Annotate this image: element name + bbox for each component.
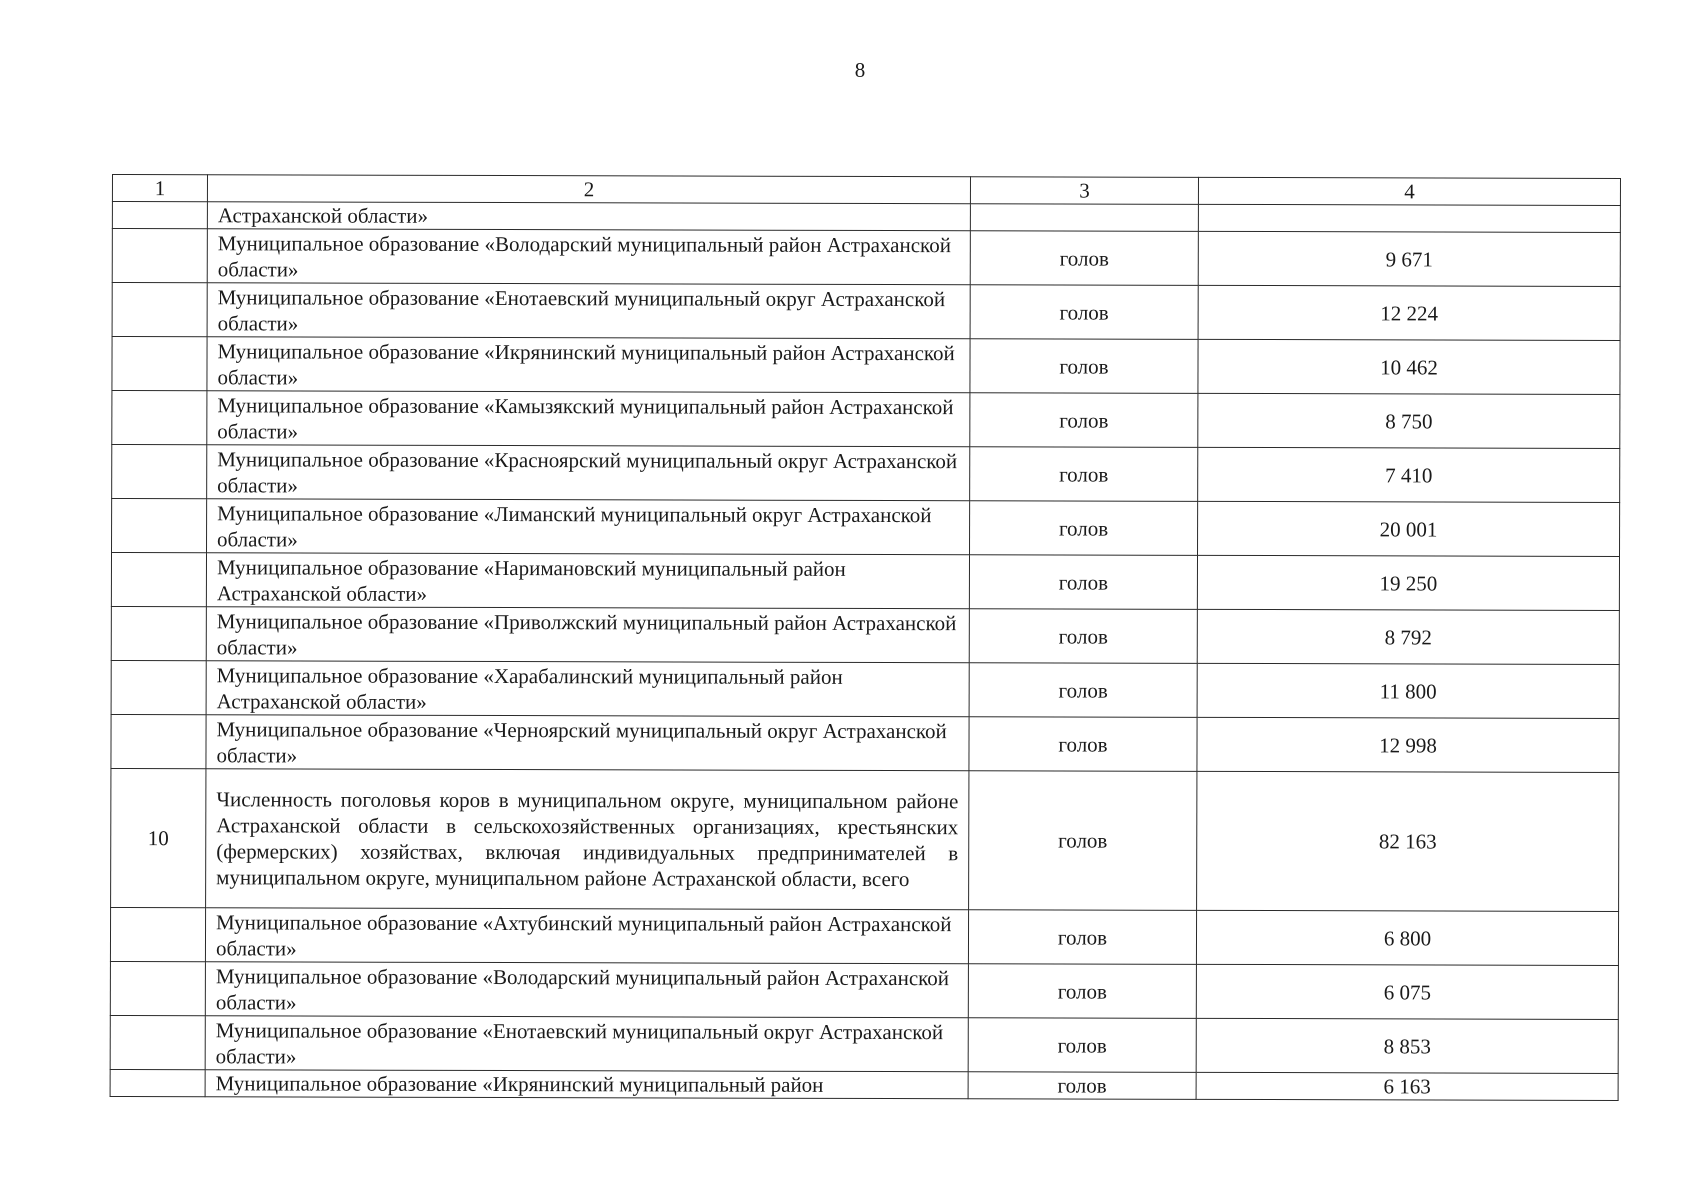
indicator-name: Муниципальное образование «Наримановский муниципальный район Астраханской области»	[206, 553, 969, 609]
unit-cell: голов	[970, 393, 1198, 448]
unit-cell: голов	[968, 1072, 1196, 1100]
value-cell: 12 224	[1198, 285, 1620, 340]
indicator-name: Муниципальное образование «Володарский муниципальный район Астраханской области»	[207, 229, 970, 285]
row-number	[110, 961, 205, 1015]
row-number	[112, 391, 207, 445]
table-row	[110, 1015, 1618, 1073]
indicator-name: Астраханской области»	[207, 202, 970, 231]
indicator-name: Муниципальное образование «Приволжский муниципальный район Астраханской области»	[206, 607, 969, 663]
unit-cell	[970, 204, 1198, 232]
table-row	[110, 907, 1618, 965]
row-number	[110, 1015, 205, 1069]
row-number	[112, 229, 207, 283]
column-header-1: 1	[112, 175, 207, 202]
row-number	[110, 907, 205, 961]
indicator-name: Муниципальное образование «Енотаевский муниципальный округ Астраханской области»	[207, 283, 970, 339]
column-header-2: 2	[207, 175, 970, 204]
row-number	[112, 337, 207, 391]
value-cell: 8 853	[1196, 1018, 1618, 1073]
table-body	[110, 202, 1620, 1101]
value-cell: 6 800	[1196, 910, 1618, 965]
indicator-name: Муниципальное образование «Икрянинский муниципальный район Астраханской области»	[207, 337, 970, 393]
row-number	[112, 202, 207, 229]
table-header	[112, 175, 1620, 206]
table-row	[112, 391, 1620, 449]
indicator-name: Муниципальное образование «Красноярский муниципальный округ Астраханской области»	[207, 445, 970, 501]
table-row	[112, 337, 1620, 395]
value-cell: 8 792	[1197, 609, 1619, 664]
column-header-3: 3	[970, 177, 1198, 205]
unit-cell: голов	[969, 555, 1197, 610]
row-number	[112, 445, 207, 499]
row-number	[111, 606, 206, 660]
indicator-name: Муниципальное образование «Харабалинский муниципальный район Астраханской области»	[206, 661, 969, 717]
indicator-name: Муниципальное образование «Икрянинский муниципальный район	[205, 1070, 968, 1099]
indicator-name: Муниципальное образование «Камызякский муниципальный район Астраханской области»	[207, 391, 970, 447]
unit-cell: голов	[970, 339, 1198, 394]
row-number	[111, 553, 206, 607]
value-cell: 8 750	[1198, 393, 1620, 448]
table-row-truncated	[110, 1069, 1618, 1100]
value-cell: 7 410	[1198, 447, 1620, 502]
unit-cell: голов	[969, 609, 1197, 664]
table-row	[112, 283, 1620, 341]
unit-cell: голов	[970, 447, 1198, 502]
indicator-name: Муниципальное образование «Лиманский муниципальный округ Астраханской области»	[207, 499, 970, 555]
table-row	[111, 660, 1619, 718]
value-cell: 20 001	[1198, 501, 1620, 556]
unit-cell: голов	[969, 771, 1197, 911]
indicators-table	[110, 174, 1621, 1101]
value-cell: 82 163	[1197, 771, 1619, 911]
value-cell: 11 800	[1197, 663, 1619, 718]
table-row	[111, 606, 1619, 664]
unit-cell: голов	[969, 663, 1197, 718]
row-number	[110, 1069, 205, 1096]
value-cell: 9 671	[1198, 231, 1620, 286]
value-cell: 6 163	[1196, 1072, 1618, 1100]
row-number	[112, 283, 207, 337]
unit-cell: голов	[970, 231, 1198, 286]
unit-cell: голов	[970, 285, 1198, 340]
column-header-4: 4	[1198, 177, 1620, 205]
table-row	[111, 714, 1619, 772]
indicator-name: Муниципальное образование «Ахтубинский муниципальный район Астраханской области»	[205, 908, 968, 964]
indicator-name: Муниципальное образование «Черноярский муниципальный округ Астраханской области»	[206, 715, 969, 771]
table-row	[110, 961, 1618, 1019]
unit-cell: голов	[970, 501, 1198, 556]
table-row-total	[111, 768, 1619, 911]
row-number: 10	[111, 768, 206, 907]
page-number: 8	[854, 58, 866, 82]
unit-cell: голов	[969, 717, 1197, 772]
table-row	[111, 553, 1619, 611]
value-cell: 6 075	[1196, 964, 1618, 1019]
table-row-continuation	[112, 202, 1620, 233]
row-number	[111, 714, 206, 768]
unit-cell: голов	[968, 910, 1196, 965]
unit-cell: голов	[968, 1018, 1196, 1073]
value-cell: 12 998	[1197, 717, 1619, 772]
value-cell: 19 250	[1197, 555, 1619, 610]
value-cell: 10 462	[1198, 339, 1620, 394]
row-number	[111, 660, 206, 714]
indicator-name: Муниципальное образование «Володарский муниципальный район Астраханской области»	[205, 962, 968, 1018]
table-row	[112, 445, 1620, 503]
unit-cell: голов	[968, 964, 1196, 1019]
row-number	[112, 499, 207, 553]
value-cell	[1198, 204, 1620, 232]
table-row	[112, 229, 1620, 287]
indicator-name: Муниципальное образование «Енотаевский муниципальный округ Астраханской области»	[205, 1016, 968, 1072]
indicator-name: Численность поголовья коров в муниципальном округе, муниципальном районе Астраханской области в сельскохозяйственных организациях, крестьянских (фермерских) хозяйствах, включая индивидуальных предпринимателей в муниципальном округе, муниципальном районе Астраханской области, всего	[206, 769, 969, 910]
table-row	[112, 499, 1620, 557]
